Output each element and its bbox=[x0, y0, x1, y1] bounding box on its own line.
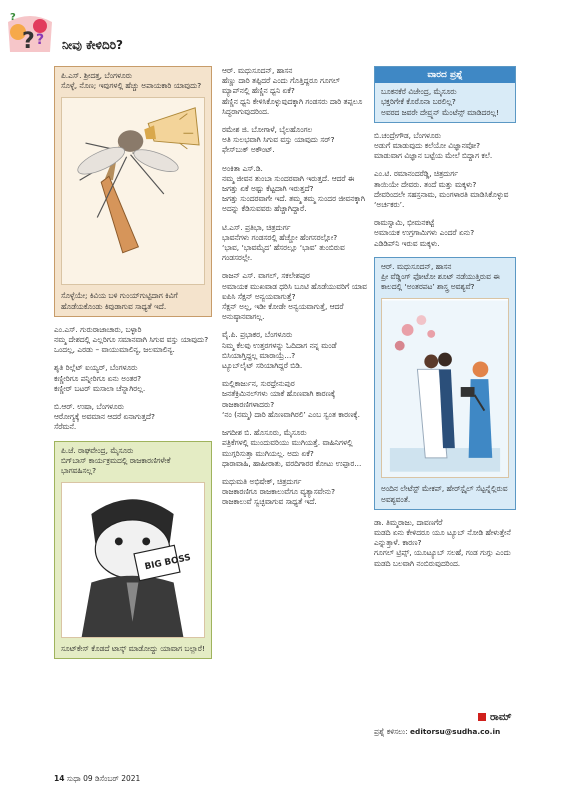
author-signature bbox=[478, 712, 512, 723]
questioner-name: ಎಂ.ಟಿ. ರಮಾನಂದರೆಡ್ಡಿ, ಚಿತ್ರದುರ್ಗ bbox=[374, 169, 459, 179]
column-1 bbox=[54, 66, 212, 667]
questioner-name: ಜಗದೀಶ ಬಿ. ಹೊಸೂರು, ಮೈಸೂರು bbox=[222, 428, 307, 438]
red-square-icon bbox=[478, 713, 486, 721]
answer-text: ಧಾರಾವಾಹಿ, ಹಾಹೀರಾತು, ವರದಿಗಾರರ ಕೋಟು ಉಪ್ಪಾರ... bbox=[222, 458, 362, 468]
questioner-name: ಟಿ.ಎಸ್. ಪ್ರತಿಭಾ, ಚಿತ್ರದುರ್ಗ bbox=[222, 222, 291, 232]
qa-box-bigboss bbox=[54, 441, 212, 660]
footer-text: ಸುಧಾ 09 ಡಿಸೆಂಬರ್ 2021 bbox=[66, 774, 141, 783]
question-text: ಬಿಗ್‌ಬಾಸ್ ಕಾರ್ಯಕ್ರಮದಲ್ಲಿ ರಾಜಕಾರಣಿಗಳೇಕೆ ಭಾಗವಹಿಸಲ್ಲ? bbox=[61, 455, 171, 476]
answer-text: ಟ್ಯೂಬ್‌ಲೈಟ್ ಸರಿಯಾಗಿದ್ದರೆ ಬಿಡಿ. bbox=[222, 361, 303, 371]
qa-item bbox=[222, 223, 368, 264]
page-title: ನೀವು ಕೇಳಿದಿರಿ? bbox=[62, 38, 124, 52]
answer-text: ಫೇಸ್‌ಬುಕ್ ಅಕೌಂಟ್. bbox=[222, 145, 275, 155]
question-text: ಜನತೆಕ್ರಿಮಿನಲ್‌ಗಳು ಯಾಕೆ ಹೊಣವಾಗಿ ಕಾರಣಕ್ಕೆ ರಾಜಕಾರಣಿಗಳಾದರು? bbox=[222, 389, 336, 409]
qa-item bbox=[222, 271, 368, 322]
wedding-photoshoot-illustration bbox=[381, 298, 509, 478]
questioner-name: ಆರ್. ಮಧುಸೂದನ್, ಹಾಸನ bbox=[381, 261, 452, 271]
questioner-name: ರಮೇಶ ಜಿ. ಬೋಗಾಳೆ, ಬೈಲಹೊಂಗಲ bbox=[222, 125, 313, 135]
question-text: ನಿಮ್ಮ ಕೆಲವು ಉತ್ತರಗಳನ್ನು ಓದಿದಾಗ ನನ್ನ ಮಂಡೆ ಬಿಸಿಯಾಗ್ತಿದ್ದಲ್ಲ ಮಾರಾಯ್ರೆ...? bbox=[222, 340, 337, 360]
email-label: ಪ್ರಶ್ನೆ ಕಳಿಸಲು: bbox=[374, 727, 408, 736]
answer-text: ಅವರದ ಜವರೇ ದೇವ್ರ್ನನ್ ಮೆಂಟೆನ್ಸ್ ಮಾಡಿದರಲ್ಲ! bbox=[381, 107, 499, 117]
week-question-box bbox=[374, 66, 516, 123]
page-number: 14 bbox=[54, 774, 65, 783]
answer-text: ಹೆಣ್ಣಿನ ಧ್ವನಿ ಕೇಳಿಸಿಕೊಳ್ಳುವುದಕ್ಕಾಗಿ ಗಂಡಸರು ದಾರಿ ತಪ್ಪಲೂ ಸಿದ್ಧರಾಗುವುದರಿಂದ. bbox=[222, 96, 363, 116]
question-text: ನಮ್ಮ ಜೀವನ ತುಂಬಾ ಸುಂದರವಾಗಿ ಇರುತ್ತದೆ. ಆದರೆ ಈ ಜಗತ್ತು ಏಕೆ ಅಷ್ಟು ಕೆಟ್ಟದಾಗಿ ಇರುತ್ತದೆ? bbox=[222, 173, 355, 194]
question-text: ಪ್ರೀ ವೆಡ್ಡಿಂಗ್ ಫೋಟೋ ಶೂಟ್ ನಡೆಯುತ್ತಿರುವ ಈ ಕಾಲದಲ್ಲಿ ‘ಅಂತರಪಟ’ ಶಾಸ್ತ್ರ ಅವಶ್ಯವೆ? bbox=[381, 272, 500, 292]
qa-item bbox=[374, 169, 516, 210]
question-text: ಅಮಾಯಕ ಉಗ್ರಗಾಮಿಗಳು ಎಂದರೆ ಏನು? bbox=[374, 228, 475, 238]
question-text: ಮಡದಿ ಏನು ಕೇಳಿದರೂ ಯೂ ಟ್ಯೂಬ್ ನೋಡಿ ಹೇಳುತ್ತೇನೆ ಎನ್ನುತ್ತಾಳೆ. ಕಾರಣ? bbox=[374, 528, 511, 548]
mosquito-illustration bbox=[61, 97, 205, 285]
qa-item bbox=[54, 402, 212, 433]
question-text: ಸೊಳ್ಳೆ, ನೊಣ; ಇವುಗಳಲ್ಲಿ ಹೆಚ್ಚು ಅಪಾಯಕಾರಿ ಯಾವುದು? bbox=[61, 81, 202, 91]
week-question-title: ವಾರದ ಪ್ರಶ್ನೆ bbox=[375, 67, 515, 83]
question-text: ಅಡುಗೆ ಮಾಡುವುದು ಕಲೆಯೋ ವಿಜ್ಞಾನವೋ? bbox=[374, 141, 481, 151]
answer-text: ರಾಜಕಾಲುವೆ ಸ್ವಚ್ಛವಾಗುವ ಸಾಧ್ಯತೆ ಇದೆ. bbox=[222, 497, 317, 507]
questioner-name: ಶೃತಿ ರಿಲ್ಲೆಟ್ ಐಯ್ಯರ್, ಬೆಂಗಳೂರು bbox=[54, 363, 138, 373]
email-line bbox=[374, 727, 500, 737]
questioner-name: ಮಲ್ಲಿಕಾರ್ಜುನ, ಸುರಧ್ರೇನುಪುರ bbox=[222, 379, 295, 389]
photoshoot-icon bbox=[382, 299, 508, 478]
answer-text: ಅಂದಿನ ಲೇಟೆಸ್ಟ್ ಮೇಕಪ್, ಹೇರ್‌ಸ್ಟೈಲ್ ಸೆಟ್ಟನ್ನೆಲ್ಲಿರುವ ಅವಶ್ಯವಂತೆ. bbox=[381, 484, 508, 504]
question-text: ಭಕ್ತರಿಗೇಕೆ ಕೊರೊನಾ ಬರಲಿಲ್ಲ? bbox=[381, 97, 456, 107]
questioner-name: ಮಧುಮತಿ ಅಭಿಷೇಕ್, ಚಿತ್ರದುರ್ಗ bbox=[222, 476, 302, 486]
bigboss-sign: BIG BOSS bbox=[143, 553, 192, 573]
question-text: ಭಾವನೆಗಳು ಗಂಡಸರಲ್ಲಿ ಹೆಚ್ಚೋ ಹೆಂಗಸರಲ್ಲೋ? bbox=[222, 232, 338, 242]
column-2 bbox=[222, 66, 368, 516]
qa-item bbox=[374, 218, 516, 249]
qa-item bbox=[54, 325, 212, 356]
question-text: ಕಣ್ಣೀರಿಗೂ ಪನ್ನೀರಿಗೂ ಏನು ಅಂತರ? bbox=[54, 373, 142, 383]
qa-item bbox=[222, 477, 368, 508]
questioner-name: ಅಂಕಿತಾ ಎಸ್.ಡಿ. bbox=[222, 163, 263, 173]
answer-text: ಕಣ್ಣೀರ್ ಬಟರ್ ಮಸಾಲಾ ಚೆನ್ನಾಗಿರಲ್ಲ. bbox=[54, 383, 146, 393]
answer-text: ಒಂದಲ್ಲ, ಎರಡು – ವಾಯುಮಾಲಿನ್ಯ, ಜಲಮಾಲಿನ್ಯ. bbox=[54, 345, 175, 355]
svg-text:?: ? bbox=[22, 29, 35, 54]
bigboss-illustration bbox=[61, 482, 205, 638]
page-footer bbox=[54, 774, 140, 784]
answer-text: ಸೊಳ್ಳೆಯೇ; ಕಿವಿಯ ಬಳಿ ಗುಂಯ್‌ಗುಟ್ಟಿದಾಗ ಕಿವಿಗೆ ಹೊಡೆಯಕೊಂಡು ಕಿವುಡಾಗುವ ಸಾಧ್ಯತೆ ಇದೆ. bbox=[61, 291, 178, 311]
author-name: ರಾಮ್ bbox=[490, 712, 512, 723]
answer-text: ಜಗತ್ತು ಸುಂದರವಾಗೇ ಇದೆ. ತಮ್ಮ ತಮ್ಮ ಸುಂದರ ಜೀವನಕ್ಕಾಗಿ ಅದನ್ನು ಕೆಡಿಸುವವರು ಹೆಚ್ಚಾಗಿದ್ದಾರೆ. bbox=[222, 194, 365, 214]
answer-text: ಸೂಟ್‌ಕೇಸ್ ಕೊಡದೆ ಟಾಸ್ಕ್ ಮಾಡೋದ್ದು ಯಾವಾಗ ಬಲ್ಲಾರೆ! bbox=[61, 644, 205, 654]
questioner-name: ರಾಜನ್ ಎಸ್. ವಾಗಲ್, ಸಕಲೇಶಪುರ bbox=[222, 271, 310, 281]
questioner-name: ಪಿ.ಜೆ. ರಾಘವೇಂದ್ರ, ಮೈಸೂರು bbox=[61, 445, 134, 455]
qa-item bbox=[222, 330, 368, 371]
question-logo-icon bbox=[4, 4, 56, 56]
qa-item bbox=[54, 363, 212, 394]
politician-caricature-icon bbox=[62, 483, 204, 638]
questioner-name: ಬೂಕನಕೆರೆ ವಿಜೇಂದ್ರ, ಮೈಸೂರು bbox=[381, 87, 457, 97]
question-text: ನಮ್ಮ ದೇಶದಲ್ಲಿ ಎಲ್ಲರಿಗೂ ಸಮಾನವಾಗಿ ಸಿಗುವ ವಸ್ತು ಯಾವುದು? bbox=[54, 335, 209, 345]
answer-text: ಸೆರೆಮನೆ. bbox=[54, 422, 77, 432]
questioner-name: ರಾಮಸ್ವಾಮಿ, ಭೀಮನಕಟ್ಟೆ bbox=[374, 218, 435, 228]
qa-box-mosquito bbox=[54, 66, 212, 317]
svg-text:?: ? bbox=[10, 12, 16, 23]
qa-box-wedding bbox=[374, 257, 516, 510]
questioner-name: ಡಾ. ತಿಮ್ಮರಾಜು, ದಾವಣಗೆರೆ bbox=[374, 517, 443, 527]
question-text: ತಾಯಿಯೇ ದೇವರು. ತಂದೆ ಮತ್ತು ಮಕ್ಕಳು? bbox=[374, 179, 477, 189]
questioner-name: ವೈ.ಪಿ. ಪ್ರಭಾಕರ, ಬೆಂಗಳೂರು bbox=[222, 330, 293, 340]
svg-text:?: ? bbox=[36, 32, 45, 48]
qa-item bbox=[222, 428, 368, 469]
qa-item bbox=[222, 379, 368, 420]
questioner-name: ಬಿ.ಚಂದ್ರೇಗೌಡ, ಬೆಂಗಳೂರು bbox=[374, 130, 441, 140]
question-text: ರಾಜಕಾರಣಿಗೂ ರಾಜಕಾಲುವೆಗೂ ವ್ಯತ್ಯಾಸವೇನು? bbox=[222, 487, 336, 497]
qa-item bbox=[374, 131, 516, 162]
question-text: ಅಮಾಯಕ ಮುಖವಾಡ ಧರಿಸಿ ಬೂಟಿ ಹೊಡೆಯುವರಿಗೆ ಯಾವ ಐಪಿಸಿ ಸೆಕ್ಷನ್ ಅನ್ವಯವಾಗುತ್ತೆ? bbox=[222, 281, 367, 301]
qa-item bbox=[222, 125, 368, 156]
question-text: ಹೆಣ್ಣು ದಾರಿ ತಪ್ಪಿದರೆ ಎಂದು ಗೊತ್ತಿದ್ದರೂ ಗೂಗಲ್ ಮ್ಯಾಪ್‌ನಲ್ಲಿ ಹೆಣ್ಣಿನ ಧ್ವನಿ ಏಕೆ? bbox=[222, 76, 340, 96]
answer-text: ‘ನಂ (ನಮ್ಮ) ದಾರಿ ಹೊಣವಾಗಿರಲಿ’ ಎಂಬ ಸ್ವಂತ ಕಾರಣಕ್ಕೆ. bbox=[222, 409, 360, 419]
answer-text: ಗೂಗಲ್ ಟ್ರಿಪ್ಸ್, ಯೂಟ್ಯೂಬ್ ಸಲಹೆ, ಗಂಡ ಗುಗ್ಗು ಎಂದು ಮಡದಿ ಬಲವಾಗಿ ನಂಬಿರುವುದರಿಂದ. bbox=[374, 548, 511, 568]
mosquito-icon bbox=[62, 98, 204, 285]
answer-text: ‘ಭಾವ, ‘ಭಾವಮೈದ’ ಹೆಸರಲ್ಲೂ ‘ಭಾವ’ ತುಂಬಿರುವ ಗಂಡಸರಲ್ಲೇ. bbox=[222, 243, 345, 263]
question-text: ಪತ್ರಿಕೆಗಳಲ್ಲಿ ಮುಂದುವರಿಯು ಮುಗಿಯತ್ತೆ. ವಾಹಿನಿಗಳಲ್ಲಿ ಮುಗ್ಗರಿಸುತ್ತಾ ಮುಗಿಯಲ್ಲ. ಅದು ಏಕೆ? bbox=[222, 438, 353, 458]
column-3 bbox=[374, 66, 516, 577]
answer-text: ಮಾಡುವಾಗ ವಿಜ್ಞಾನ ಬಟ್ಟೆಯ ಮೇಲೆ ಬಿದ್ದಾಗ ಕಲೆ. bbox=[374, 151, 493, 161]
page-header bbox=[0, 0, 565, 58]
questioner-name: ಬಿ.ಆರ್. ಉಷಾ, ಬೆಂಗಳೂರು bbox=[54, 402, 124, 412]
answer-text: ಸೆಕ್ಷನ್ ಅಲ್ಲ, ಇಡೀ ಕೋಡೇ ಅನ್ವಯವಾಗುತ್ತೆ, ಆದರೆ ಅನುಷ್ಠಾನವಾಗಲ್ಲ. bbox=[222, 302, 344, 322]
qa-item bbox=[374, 518, 516, 569]
question-text: ಅತಿ ಸುಲಭವಾಗಿ ಸಿಗುವ ವಸ್ತು ಯಾವುದು ಸರ್? bbox=[222, 135, 335, 145]
question-text: ಆರೋಗ್ಯಕ್ಕೆ ಅವಮಾನ ಆದರೆ ಏನಾಗುತ್ತದೆ? bbox=[54, 412, 155, 422]
answer-text: ಎಡಿಡಿಪ್‌ನಿ ಇರುವ ಮಕ್ಕಳು. bbox=[374, 238, 440, 248]
questioner-name: ಪಿ.ಎಸ್. ಶ್ರೀದತ್ತ, ಬೆಂಗಳೂರು bbox=[61, 71, 132, 80]
qa-item bbox=[222, 66, 368, 117]
qa-item bbox=[222, 164, 368, 215]
email-address[interactable]: editorsu@sudha.co.in bbox=[410, 727, 501, 736]
questioner-name: ಆರ್. ಮಧುಸೂದನ್, ಹಾಸನ bbox=[222, 66, 293, 75]
answer-text: ದೇವರಿಂದಲೇ ಸಹಸ್ರನಾಮ, ಮಂಗಳಾರತಿ ಮಾಡಿಸಿಕೊಳ್ಳುವ ‘ಅರ್ಚಕರು’. bbox=[374, 189, 509, 210]
questioner-name: ಎಂ.ಎಸ್. ಗುರುರಾಜಾಚಾರು, ಬಳ್ಳಾರಿ bbox=[54, 324, 142, 334]
